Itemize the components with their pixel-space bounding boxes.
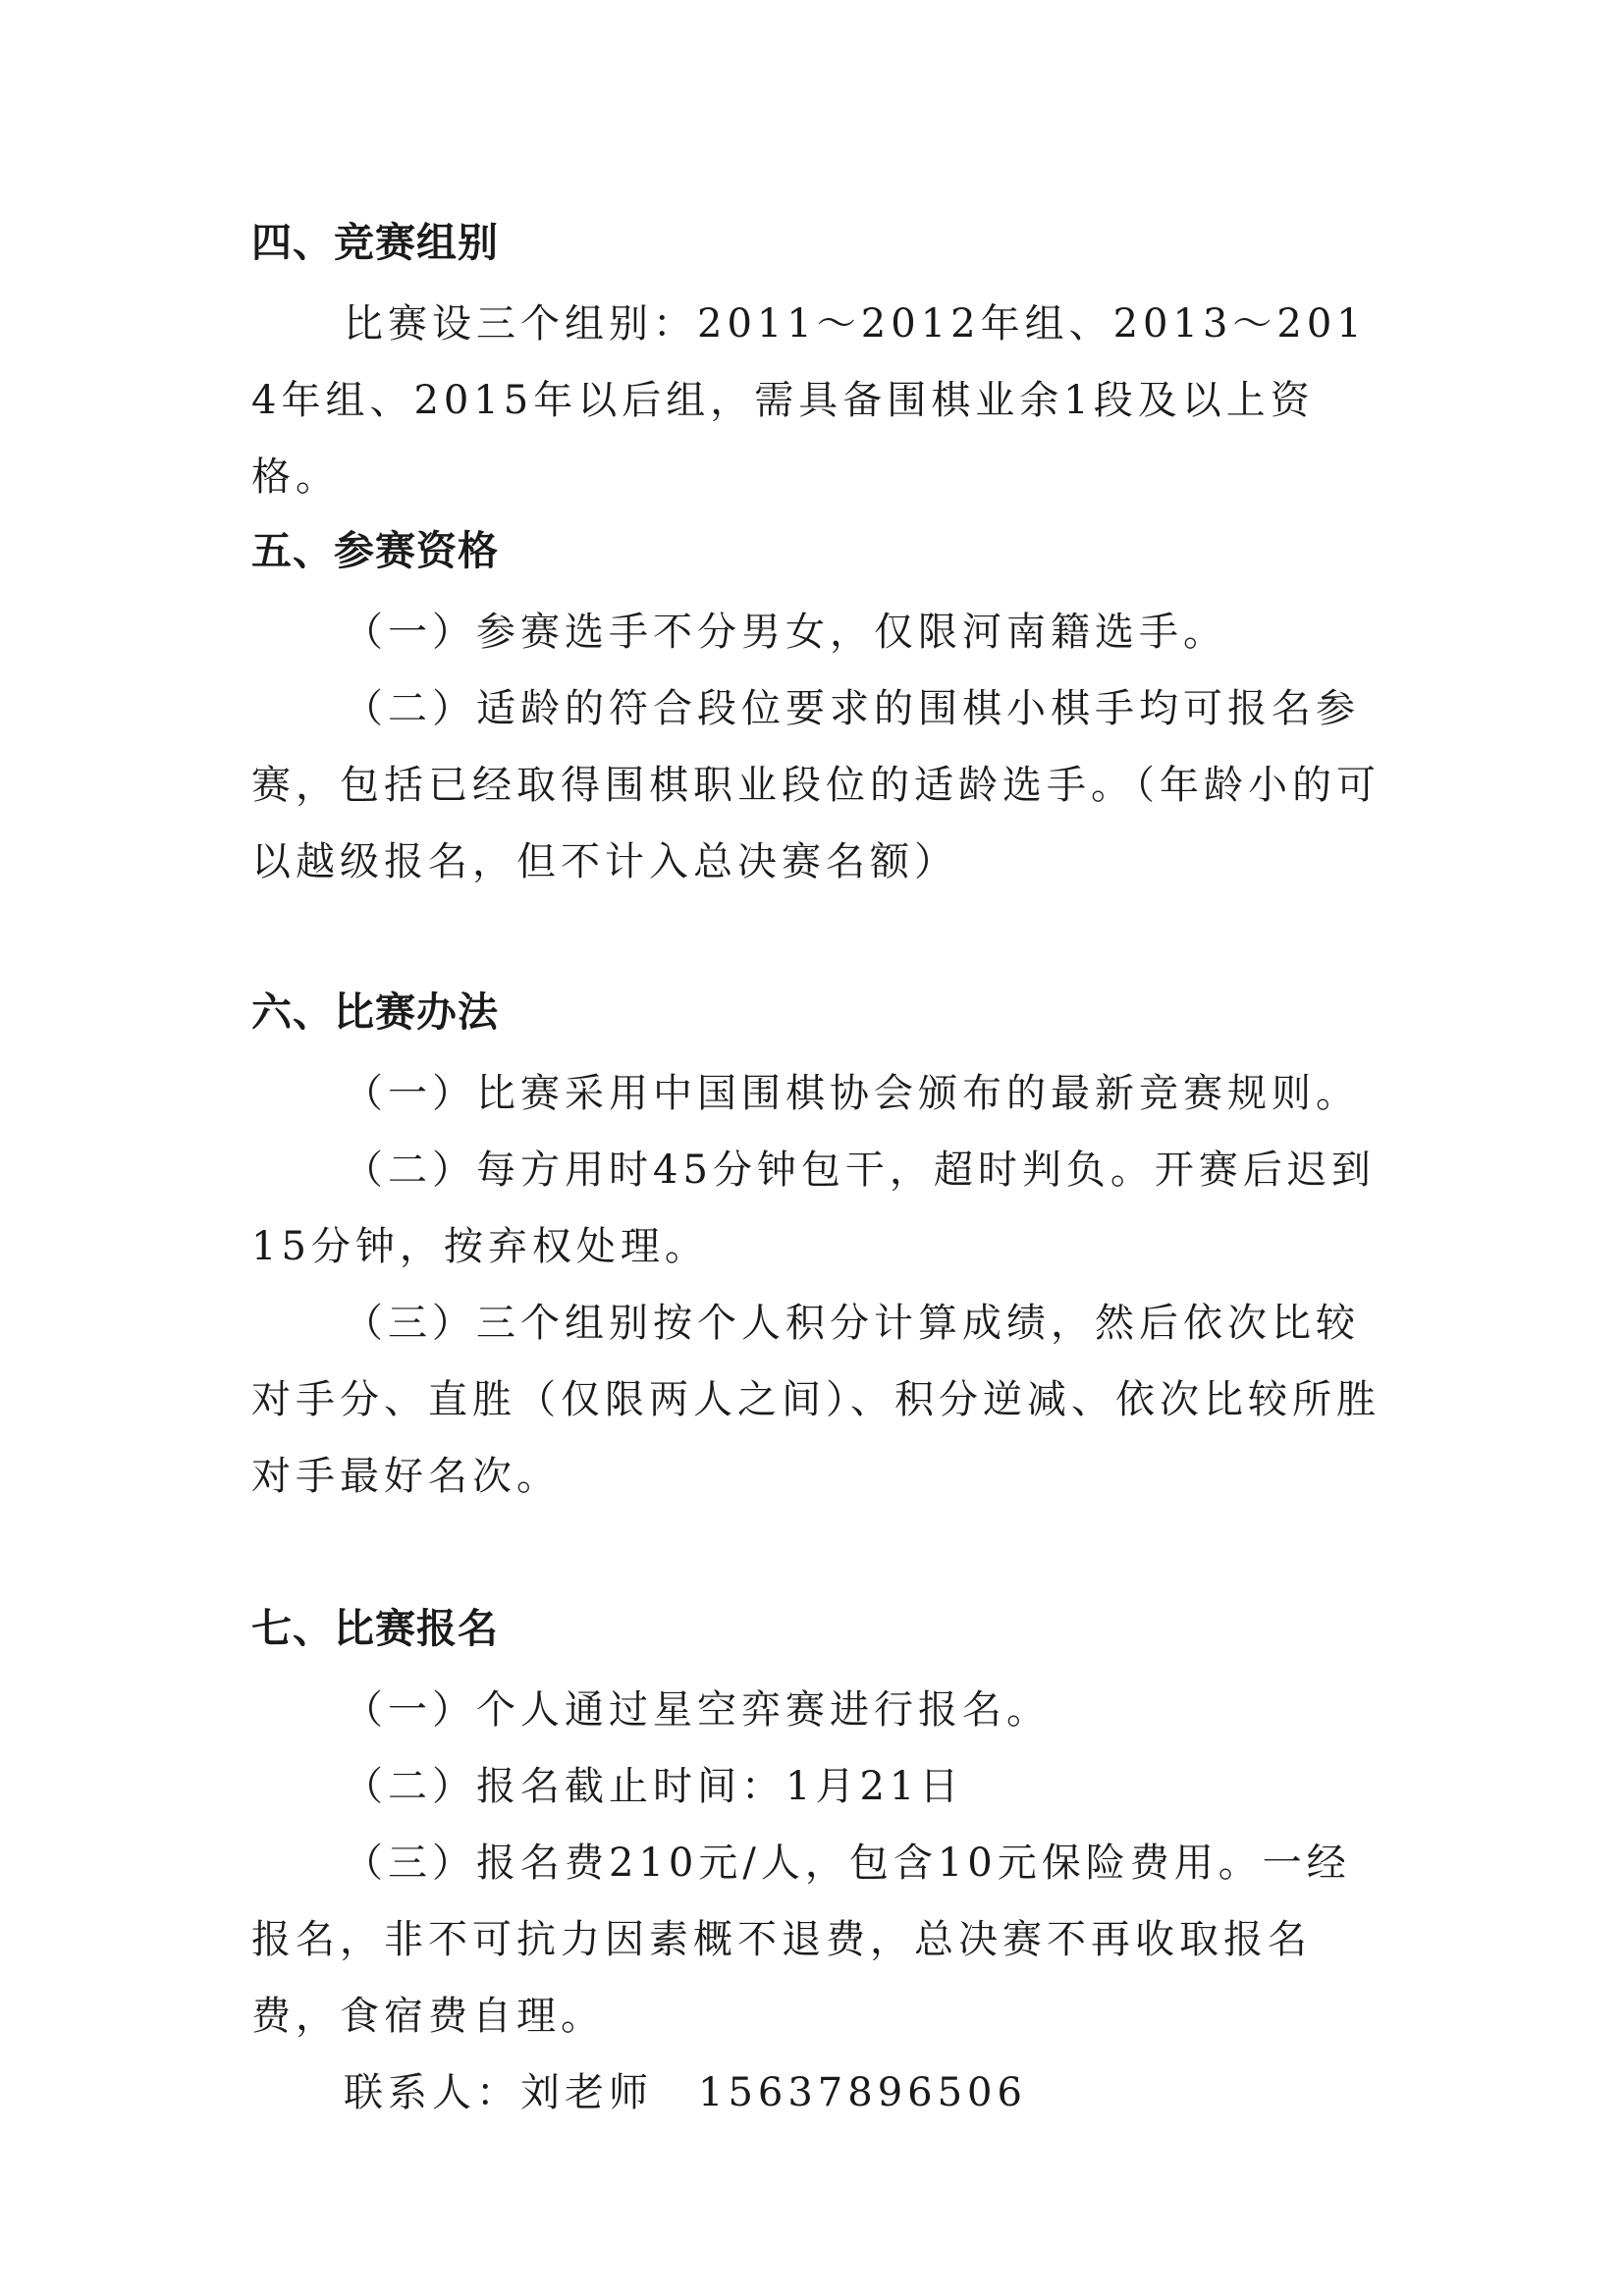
contact-line <box>251 2055 1390 2131</box>
paragraph: （二）每方用时45分钟包干，超时判负。开赛后迟到15分钟，按弃权处理。 <box>251 1148 1376 1269</box>
paragraph: （三）报名费210元/人，包含10元保险费用。一经报名，非不可抗力因素概不退费，总决赛不再收取报名费，食宿费自理。 <box>251 1841 1351 2039</box>
paragraph: （一）参赛选手不分男女，仅限河南籍选手。 <box>344 610 1227 655</box>
paragraph: （三）三个组别按个人积分计算成绩，然后依次比较对手分、直胜（仅限两人之间）、积分逆减、依次比较所胜对手最好名次。 <box>251 1301 1380 1499</box>
paragraph: （一）比赛采用中国围棋协会颁布的最新竞赛规则。 <box>344 1071 1360 1116</box>
section-eligibility <box>251 522 1390 900</box>
paragraph: （二）适龄的符合段位要求的围棋小棋手均可报名参赛，包括已经取得围棋职业段位的适龄选手。（年龄小的可以越级报名，但不计入总决赛名额） <box>251 686 1380 884</box>
paragraph: （二）报名截止时间：1月21日 <box>344 1764 964 1809</box>
section-heading: 六、比赛办法 <box>251 988 499 1036</box>
section-heading: 五、参赛资格 <box>251 527 499 574</box>
section-heading: 四、竞赛组别 <box>251 219 499 266</box>
section-heading: 七、比赛报名 <box>251 1605 499 1652</box>
section-competition-groups <box>251 214 1390 515</box>
paragraph: （一）个人通过星空弈赛进行报名。 <box>344 1687 1051 1733</box>
contact-phone: 15637896506 <box>698 2070 1027 2115</box>
paragraph: 比赛设三个组别：2011～2012年组、2013～2014年组、2015年以后组，需具备围棋业余1段及以上资格。 <box>251 301 1367 500</box>
section-competition-rules <box>251 984 1390 1515</box>
contact-label: 联系人：刘老师 <box>344 2070 653 2115</box>
section-registration <box>251 1600 1390 2131</box>
